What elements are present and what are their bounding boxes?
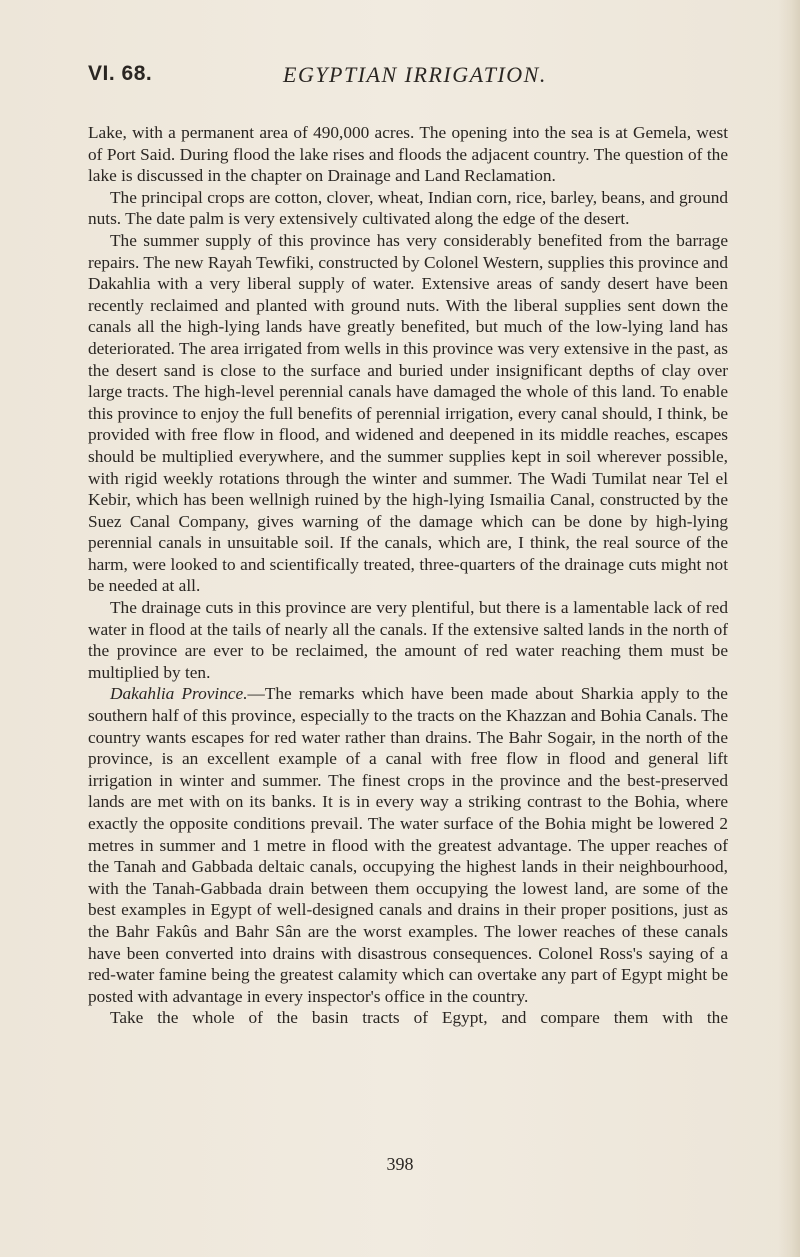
paragraph-summer-supply: The summer supply of this province has very considerably benefited from the barrage repairs. The new Rayah Tewfiki, constructed by Colonel Western, supplies this province and Dakahlia with a very liberal supply of water. Extensive areas of sandy desert have been recently reclaimed and planted with ground nuts. With the liberal supplies sent down the canals all the high-lying lands have greatly benefited, but much of the low-lying land has deteriorated. The area irrigated from wells in this province was very extensive in the past, as the desert sand is close to the surface and buried under insignificant depths of clay over large tracts. The high-level perennial canals have damaged the whole of this land. To enable this province to enjoy the full benefits of perennial irrigation, every canal should, I think, be provided with free flow in flood, and widened and deepened in its middle reaches, escapes should be multiplied everywhere, and the summer supplies kept in soil wherever possible, with rigid weekly rotations through the winter and summer. The Wadi Tumilat near Tel el Kebir, which has been wellnigh ruined by the high-lying Ismailia Canal, constructed by the Suez Canal Company, gives warning of the damage which can be done by high-lying perennial canals in unsuitable soil. If the canals, which are, I think, the real source of the harm, were looked to and scientifically treated, three-quarters of the drainage cuts might not be needed at all.: [88, 230, 728, 596]
section-number: VI. 68.: [88, 62, 153, 85]
page-edge-shadow: [778, 0, 800, 1257]
paragraph-lake: Lake, with a permanent area of 490,000 acres. The opening into the sea is at Gemela, west of Port Said. During flood the lake rises and floods the adjacent country. The question of the lake is discussed in the chapter on Drainage and Land Reclamation.: [88, 123, 728, 186]
paragraph-dakahlia: [88, 683, 728, 1007]
paragraph-closing: Take the whole of the basin tracts of Egypt, and compare them with the: [110, 1008, 728, 1028]
dakahlia-text: —The remarks which have been made about Sharkia apply to the southern half of this province, especially to the tracts on the Khazzan and Bohia Canals. The country wants escapes for red water rather than drains. The Bahr Sogair, in the north of the province, is an excellent example of a canal with free flow in flood and general lift irrigation in winter and summer. The finest crops in the province and the best-preserved lands are met with on its banks. It is in every way a striking contrast to the Bohia, where exactly the opposite conditions prevail. The water surface of the Bohia might be lowered 2 metres in summer and 1 metre in flood with the greatest advantage. The upper reaches of the Tanah and Gabbada deltaic canals, occupying the highest lands in their neighbourhood, with the Tanah-Gabbada drain between them occupying the lowest land, are some of the best examples in Egypt of well-designed canals and drains in their proper positions, just as the Bahr Fakûs and Bahr Sân are the worst examples. The lower reaches of these canals have been converted into drains with disastrous consequences. Colonel Ross's saying of a red-water famine being the greatest calamity which can overtake any part of Egypt might be posted with advantage in every inspector's office in the country.: [88, 684, 728, 1006]
paragraph-crops: The principal crops are cotton, clover, wheat, Indian corn, rice, barley, beans, and ground nuts. The date palm is very extensively cultivated along the edge of the desert.: [88, 187, 728, 229]
body-text: [88, 122, 728, 1029]
page-number: 398: [386, 1154, 414, 1174]
page-header: [88, 62, 728, 94]
dakahlia-subhead: Dakahlia Province.: [110, 684, 248, 704]
paragraph-drainage-cuts: The drainage cuts in this province are very plentiful, but there is a lamentable lack of red water in flood at the tails of nearly all the canals. If the extensive salted lands in the north of the province are ever to be reclaimed, the amount of red water reaching them must be multiplied by ten.: [88, 598, 728, 682]
running-title: EGYPTIAN IRRIGATION.: [283, 62, 547, 87]
